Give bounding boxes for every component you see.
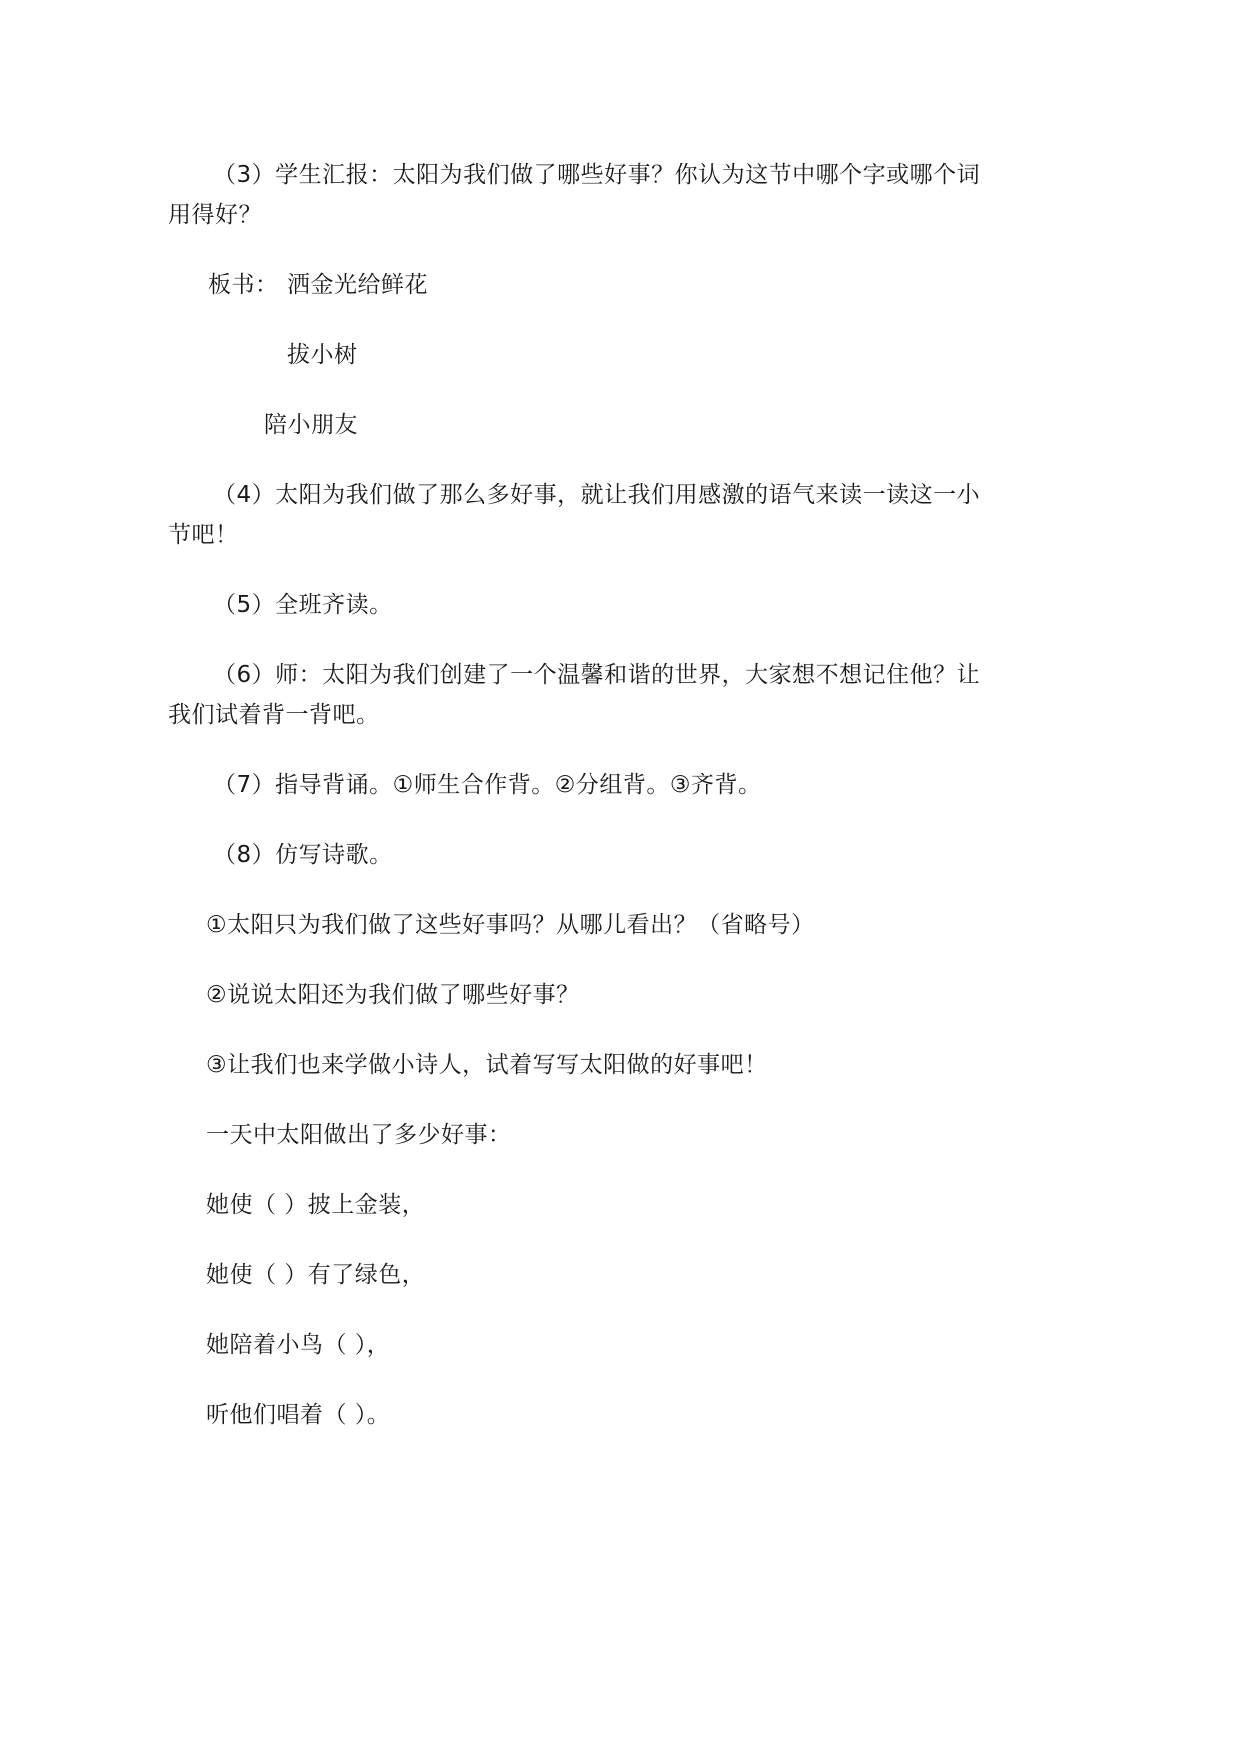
paragraph-8: （8）仿写诗歌。 <box>213 842 393 868</box>
paragraph-4-line-2: 节吧！ <box>168 522 239 548</box>
paragraph-6-line-1: （6）师：太阳为我们创建了一个温馨和谐的世界，大家想不想记住他？让 <box>213 662 981 688</box>
poem-line-1: 她使（ ）披上金装， <box>206 1192 426 1218</box>
paragraph-5: （5）全班齐读。 <box>213 592 393 618</box>
paragraph-3-line-1: （3）学生汇报：太阳为我们做了哪些好事？你认为这节中哪个字或哪个词 <box>213 162 981 188</box>
blackboard-item-1: 洒金光给鲜花 <box>287 272 428 298</box>
question-1: ①太阳只为我们做了这些好事吗？从哪儿看出？（省略号） <box>206 912 815 938</box>
poem-line-2: 她使（ ）有了绿色， <box>206 1262 426 1288</box>
paragraph-7: （7）指导背诵。①师生合作背。②分组背。③齐背。 <box>213 772 762 798</box>
paragraph-6-line-2: 我们试着背一背吧。 <box>168 702 380 728</box>
poem-line-4: 听他们唱着（ ）。 <box>206 1402 391 1428</box>
paragraph-4-line-1: （4）太阳为我们做了那么多好事，就让我们用感激的语气来读一读这一小 <box>213 482 981 508</box>
poem-line-3: 她陪着小鸟（ ）， <box>206 1332 391 1358</box>
blackboard-label: 板书： <box>208 272 279 298</box>
question-3: ③让我们也来学做小诗人，试着写写太阳做的好事吧！ <box>206 1052 768 1078</box>
blackboard-item-3: 陪小朋友 <box>264 412 358 438</box>
question-2: ②说说太阳还为我们做了哪些好事？ <box>206 982 580 1008</box>
paragraph-3-line-2: 用得好？ <box>168 202 262 228</box>
blackboard-item-2: 拔小树 <box>287 342 358 368</box>
poem-intro: 一天中太阳做出了多少好事： <box>206 1122 512 1148</box>
